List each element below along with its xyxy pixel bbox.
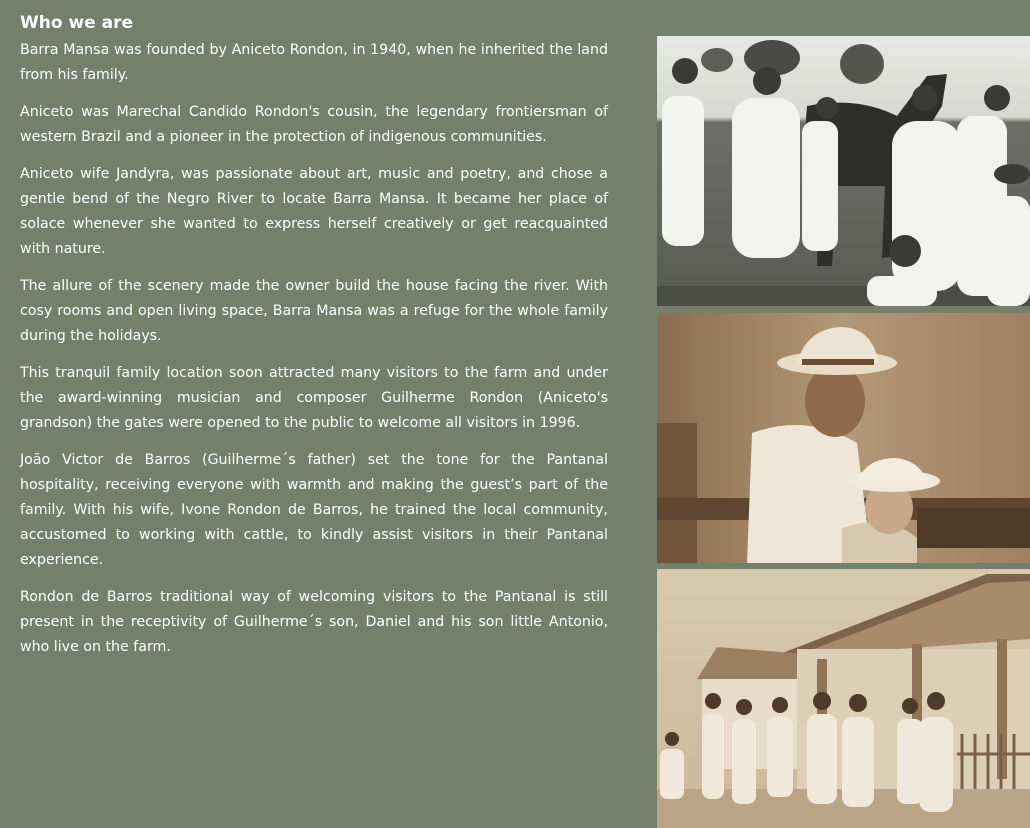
photo-group-with-horse (657, 36, 1030, 306)
paragraph-tradition: Rondon de Barros traditional way of welcoming visitors to the Pantanal is still present in the receptivity of Guilherme´s son, Daniel and his son little Antonio, who live on the farm. (20, 589, 608, 655)
section-title: Who we are (20, 13, 133, 33)
photo-group-with-horse-image (657, 36, 1030, 306)
photo-farmhouse-group (657, 569, 1030, 828)
paragraph-founding: Barra Mansa was founded by Aniceto Rondon, in 1940, when he inherited the land from his family. (20, 42, 608, 83)
about-section (20, 12, 608, 672)
photo-farmhouse-group-image (657, 569, 1030, 828)
photo-man-with-child-image (657, 313, 1030, 563)
paragraph-house: The allure of the scenery made the owner build the house facing the river. With cosy rooms and open living space, Barra Mansa was a refuge for the whole family during the holidays. (20, 278, 608, 344)
paragraph-cousin: Aniceto was Marechal Candido Rondon's cousin, the legendary frontiersman of western Brazil and a pioneer in the protection of indigenous communities. (20, 104, 608, 145)
paragraph-jandyra: Aniceto wife Jandyra, was passionate about art, music and poetry, and chose a gentle bend of the Negro River to locate Barra Mansa. It became her place of solace whenever she wanted to express herself creatively or get reacquainted with nature. (20, 166, 608, 257)
paragraph-visitors: This tranquil family location soon attracted many visitors to the farm and under the award-winning musician and composer Guilherme Rondon (Aniceto's grandson) the gates were opened to the public to welcome all visitors in 1996. (20, 365, 608, 431)
paragraph-hospitality: João Victor de Barros (Guilherme´s father) set the tone for the Pantanal hospitality, receiving everyone with warmth and making the guest’s part of the family. With his wife, Ivone Rondon de Barros, he trained the local community, accustomed to working with cattle, to kindly assist visitors in their Pantanal experience. (20, 452, 608, 568)
decorative-dot (20, 798, 22, 800)
photo-man-with-child (657, 313, 1030, 563)
